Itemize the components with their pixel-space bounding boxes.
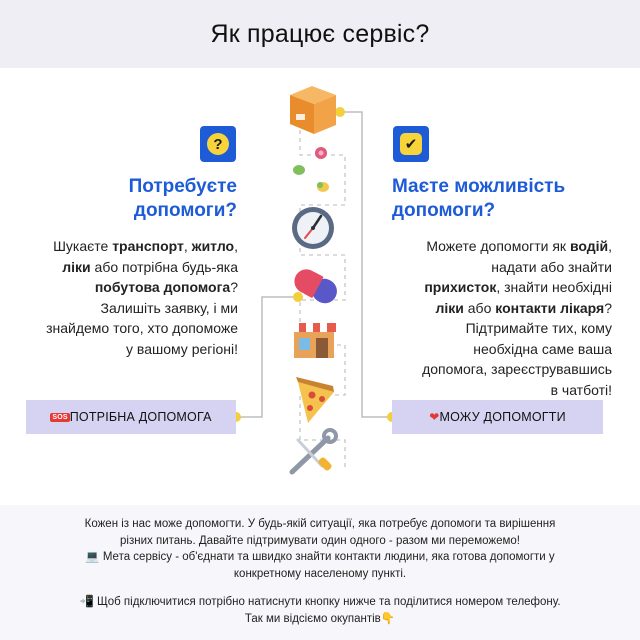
sos-icon: SOS: [52, 413, 68, 421]
need-help-button[interactable]: SOS ПОТРІБНА ДОПОМОГА: [26, 400, 236, 434]
left-title: Потребуєте допомоги?: [128, 176, 237, 221]
check-icon: ✔: [393, 126, 429, 162]
page-title: Як працює сервіс?: [210, 19, 430, 48]
footer-text: Кожен із нас може допомогти. У будь-якій ситуації, яка потребує допомоги та вирішення різних питань. Давайте підтримувати один одного - разом ми переможемо! 💻 Мета сервісу - об'єднати та швидко знайти контакти людини, яка готова допомогти у конкретному населеному пункті. 📲 Щоб підключитися потрібно натиснути кнопку нижче та поділитися номером телефону. Так ми відсіємо окупантів👇: [79, 518, 561, 625]
pizza-icon: [296, 377, 334, 423]
connector-dot: [293, 292, 303, 302]
tools-icon: [292, 430, 336, 472]
right-description: Можете допомогти як водій, надати або знайти прихисток, знайти необхідні ліки або контакти лікаря? Підтримайте тих, кому необхідна саме ваша допомога, зареєструвавшись в чатботі!: [422, 238, 612, 398]
can-help-button[interactable]: ❤ МОЖУ ДОПОМОГТИ: [392, 400, 603, 434]
left-connector-line: [238, 297, 300, 417]
left-description: Шукаєте транспорт, житло, ліки або потрібна будь-яка побутова допомога? Залишіть заявку, і ми знайдемо того, хто допоможе у вашому регіоні!: [46, 238, 238, 357]
right-connector-line: [340, 112, 392, 417]
pills-icon: [293, 147, 329, 192]
connector-dot: [335, 107, 345, 117]
question-icon: ?: [200, 126, 236, 162]
right-title: Маєте можливість допомоги?: [392, 176, 566, 221]
shop-icon: [292, 323, 336, 358]
clock-icon: [292, 207, 334, 249]
heart-icon: ❤: [429, 410, 440, 424]
package-icon: [290, 86, 336, 134]
